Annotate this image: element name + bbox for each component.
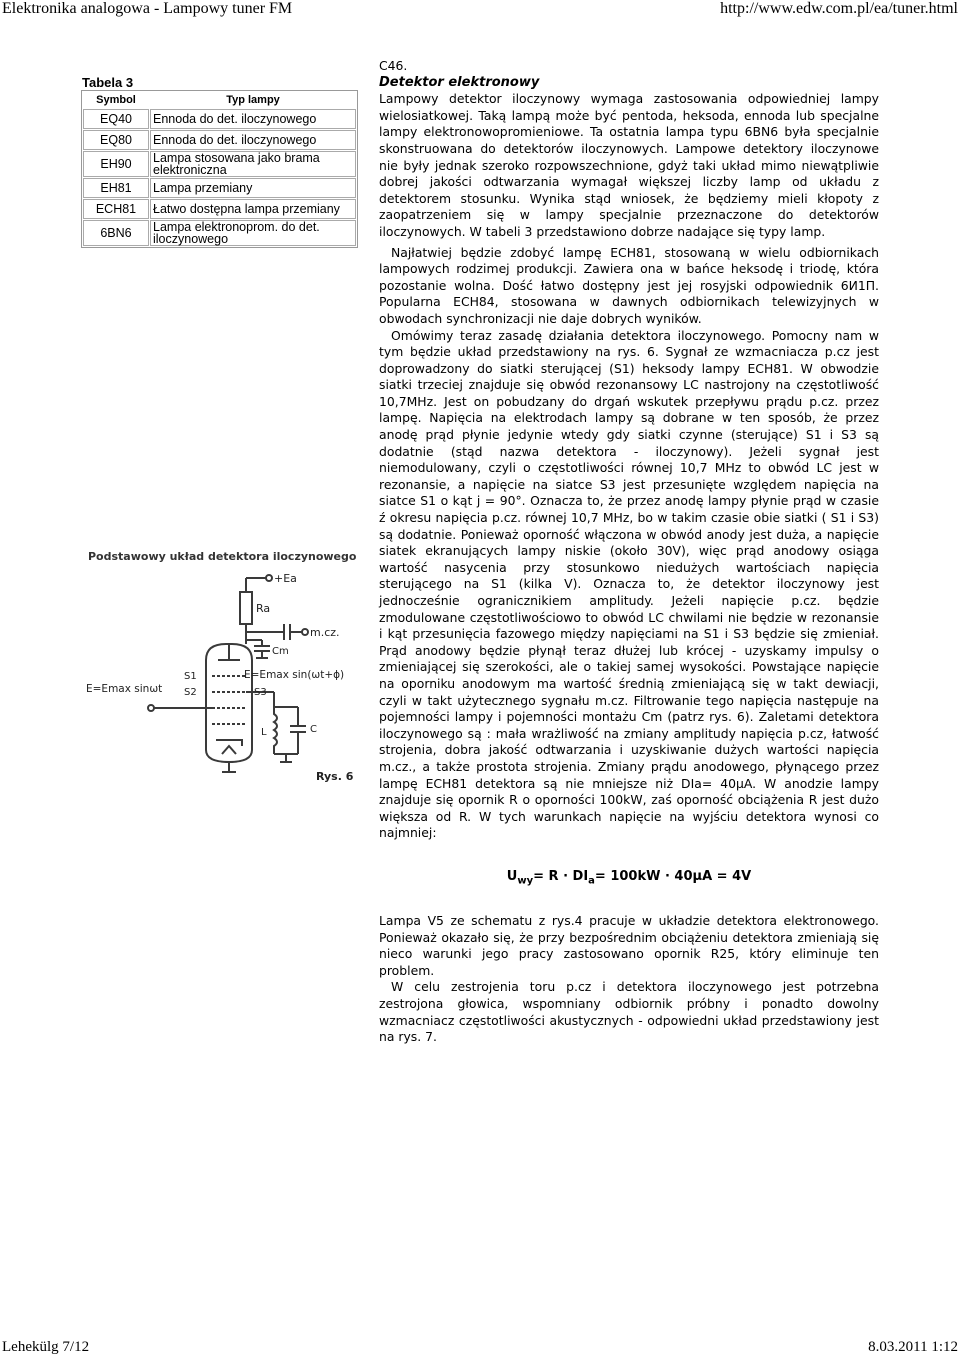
header-url: http://www.edw.com.pl/ea/tuner.html — [720, 0, 958, 17]
lamp-table — [81, 90, 358, 248]
label-l: L — [261, 727, 267, 738]
label-s1: S1 — [184, 671, 197, 682]
table-row — [83, 220, 356, 246]
label-cm: Cm — [272, 646, 289, 657]
figure-ref: C46. — [379, 58, 408, 73]
paragraph-5: W celu zestrojenia toru p.cz i detektora iloczynowego jest potrzebna zestrojona głowica, wspomniany odbiornik próbny i ponadto dowolny wzmacniacz częstotliwości akustycznych - odpowiedni układ przedstawiony jest na rys. 7. — [379, 979, 879, 1045]
label-e-input: E=Emax sinωt — [86, 683, 163, 695]
article-body — [379, 58, 879, 1046]
table-row — [83, 178, 356, 198]
paragraph-2: Najłatwiej będzie zdobyć lampę ECH81, stosowaną w wielu odbiornikach lampowych rodzimej produkcji. Zawiera ona w bańce heksodę i triodę, która pozostanie wolna. Dość łatwo dostępny jest jej rosyjski odpowiednik 6И1П. Popularna ECH84, stosowana w dawnych odbiornikach telewizyjnych w obwodach synchronizacji nie daje dobrych wyników. — [379, 244, 879, 326]
table-cell-type: Lampa stosowana jako brama elektroniczna — [150, 151, 356, 177]
table-cell-symbol: EH90 — [83, 151, 149, 177]
table-header-type: Typ lampy — [226, 94, 280, 106]
formula-sub-wy: wy — [517, 875, 534, 887]
formula-u: U — [506, 868, 518, 884]
table-row — [83, 109, 356, 129]
label-s3: S3 — [254, 687, 267, 698]
table-header-symbol: Symbol — [96, 94, 136, 106]
formula-mid: = R · DI — [533, 868, 589, 884]
formula — [379, 869, 879, 890]
table-cell-symbol: EQ40 — [83, 109, 149, 129]
table-row — [83, 151, 356, 177]
table-row — [83, 130, 356, 150]
label-s2: S2 — [184, 687, 197, 698]
table-cell-symbol: EH81 — [83, 178, 149, 198]
paragraph-1: Lampowy detektor iloczynowy wymaga zastosowania odpowiedniej lampy wielosiatkowej. Taką lampą może być pentoda, heksoda, ennoda lub specjalne lampy elektronowopromieniowe. Ta ostatnia lampa typu 6BN6 była specjalnie skonstruowana do detektorów iloczynowych. Lampowe detektory iloczynowe nie były jednak szeroko rozpowszechnione, gdyż taki układ mimo niewątpliwie dobrej jakości odtwarzania wymagał większej liczby lamp od układu z detektorem stosunku. Wynika stąd wniosek, że będziemy mieli kłopoty z zaopatrzeniem się w lampy specjalnie przeznaczone do detektorów iloczynowych. W tabeli 3 przedstawiono dobrze nadające się typy lamp. — [379, 91, 879, 239]
table-caption: Tabela 3 — [82, 75, 134, 90]
table-row — [83, 199, 356, 219]
table-cell-symbol: ECH81 — [83, 199, 149, 219]
footer-date: 8.03.2011 1:12 — [868, 1339, 958, 1355]
circuit-diagram — [84, 542, 360, 792]
diagram-title: Podstawowy układ detektora iloczynowego — [88, 550, 357, 563]
figure-caption: Rys. 6 — [316, 770, 354, 783]
label-mcz: m.cz. — [310, 626, 340, 639]
formula-sub-a: a — [588, 875, 595, 887]
table-cell-symbol: EQ80 — [83, 130, 149, 150]
formula-end: = 100kW · 40µA = 4V — [594, 868, 752, 884]
footer-page: Lehekülg 7/12 — [2, 1339, 90, 1355]
header-title: Elektronika analogowa - Lampowy tuner FM — [2, 0, 293, 17]
table-cell-type: Lampa przemiany — [150, 178, 356, 198]
section-title: Detektor elektronowy — [379, 74, 540, 90]
table-cell-type: Lampa elektronoprom. do det. iloczynowego — [150, 220, 356, 246]
table-cell-symbol: 6BN6 — [83, 220, 149, 246]
label-ra: Ra — [256, 602, 271, 615]
label-c: C — [310, 724, 317, 735]
paragraph-3: Omówimy teraz zasadę działania detektora iloczynowego. Pomocny nam w tym będzie układ przedstawiony na rys. 6. Sygnał ze wzmacniacza p.cz jest doprowadzony do siatki sterującej (S1) heksody lampy ECH81. W obwodzie siatki trzeciej znajduje się obwód rezonansowy LC nastrojony na częstotliwość 10,7MHz. Jest on pobudzany do drgań wskutek przepływu prądu p.cz. przez lampę. Napięcia na elektrodach lampy są dobrane w ten sposób, że przez anodę prąd płynie jedynie wtedy gdy siatki czynne (sterujące) S1 i S3 są dodatnie (stąd nazwa detektora - iloczynowy). Jeżeli sygnał jest niemodulowany, czyli o częstotliwości równej 10,7 MHz to obwód LC jest w rezonansie, a napięcie na siatce S3 jest przesunięte względem napięcia na siatce S1 o kąt j = 90°. Oznacza to, że przez anodę lampy płynie prąd w czasie ź okresu napięcia p.cz. równej 10,7 MHz, bo w takim czasie obie siatki ( S1 i S3) są dodatnie. Ponieważ oporność włączona w obwód anody jest duża, a napięcie siatek ekranujących lampy niskie (około 30V), więc prąd anodowy osiąga wartość nasycenia przy stosunkowo niedużych wartościach napięcia sterującego na S1 (kilka V). Oznacza to, że detektor iloczynowy jest jednocześnie ogranicznikiem amplitudy. Jeżeli napięcie p.cz. będzie zmodulowane częstotliwościowo to obwód LC chwilami nie będzie w rezonansie i kąt przesunięcia fazowego między napięciami na S1 i S3 będzie się zmieniał. Prąd anodowy będzie płynął teraz dłużej lub krócej - uzyskamy impulsy o zmieniającej się szerokości, ale o takiej samej wysokości. Powstające napięcie na oporniku anodowym ma wartość średnią zmieniającą się w takt dewiacji, czyli w takt użytecznego sygnału m.cz. Filtrowanie tego napięcia następuje na pojemności lampy i pojemności montażu Cm (patrz rys. 6). Zaletami detektora iloczynowego są : mała wrażliwość na zmiany amplitudy napięcia p.cz, łatwość strojenia, dobra jakość odtwarzania i uzyskiwanie dużych wartości napięcia m.cz., a także prostota strojenia. Zmiany prądu anodowego, płynącego przez lampę ECH81 detektora są nie mniejsze niż DIa= 40µA. W anodzie lampy znajduje się opornik R o oporności 100kW, zaś oporność obciążenia R jest dużo większa od R. W tych warunkach napięcie na wyjściu detektora wynosi co najmniej: — [379, 327, 879, 841]
label-e-s3: E=Emax sin(ωt+ϕ) — [244, 669, 345, 681]
table-cell-type: Ennoda do det. iloczynowego — [150, 109, 356, 129]
label-ea: +Ea — [274, 572, 297, 585]
paragraph-4: Lampa V5 ze schematu z rys.4 pracuje w układzie detektora elektronowego. Ponieważ okazało się, że przy bezpośrednim obciążeniu detektora zmieniają się nieco warunki jego pracy zastosowano opornik R25, który eliminuje ten problem. — [379, 913, 879, 978]
table-cell-type: Łatwo dostępna lampa przemiany — [150, 199, 356, 219]
table-cell-type: Ennoda do det. iloczynowego — [150, 130, 356, 150]
